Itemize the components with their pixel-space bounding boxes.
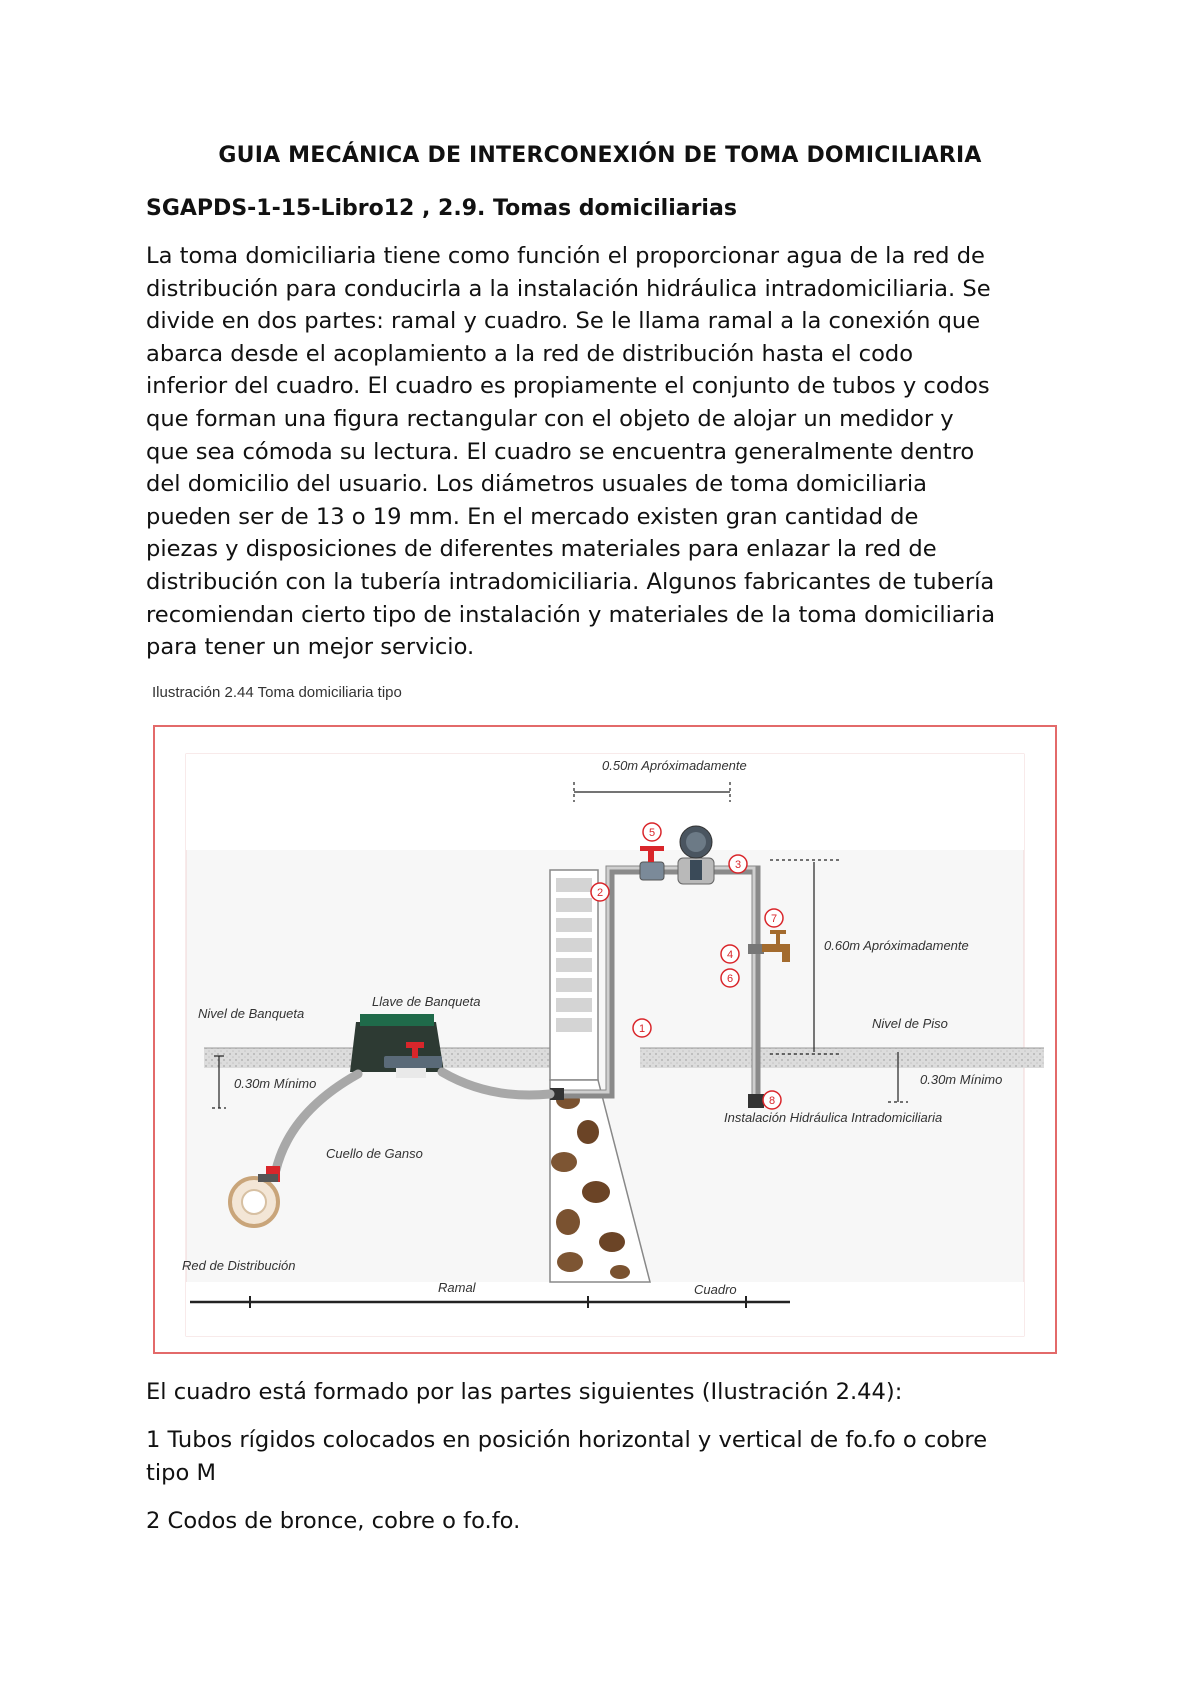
label-llave-banqueta: Llave de Banqueta bbox=[372, 994, 481, 1009]
paragraph-line: abarca desde el acoplamiento a la red de distribución hasta el codo bbox=[146, 340, 914, 367]
label-width-dim: 0.50m Apróximadamente bbox=[602, 758, 747, 773]
parts-intro: El cuadro está formado por las partes siguientes (Ilustración 2.44): bbox=[146, 1379, 903, 1405]
label-instalacion: Instalación Hidráulica Intradomiciliaria bbox=[724, 1110, 943, 1125]
callout-6 bbox=[721, 969, 739, 987]
label-height-dim: 0.60m Apróximadamente bbox=[824, 938, 969, 953]
callout-1-number: 1 bbox=[638, 1023, 646, 1035]
paragraph-line: recomiendan cierto tipo de instalación y materiales de la toma domiciliaria bbox=[146, 601, 996, 628]
figure-caption: Ilustración 2.44 Toma domiciliaria tipo bbox=[152, 684, 402, 701]
label-red: Red de Distribución bbox=[182, 1258, 296, 1273]
callout-7 bbox=[765, 909, 783, 927]
callout-3 bbox=[729, 855, 747, 873]
document-title: GUIA MECÁNICA DE INTERCONEXIÓN DE TOMA DOMICILIARIA bbox=[218, 143, 982, 168]
callout-7-number: 7 bbox=[770, 913, 778, 925]
floor-band bbox=[640, 1048, 1044, 1068]
callout-3-number: 3 bbox=[734, 859, 742, 871]
callout-2-number: 2 bbox=[596, 887, 604, 899]
callout-8 bbox=[763, 1091, 781, 1109]
callout-5 bbox=[643, 823, 661, 841]
label-nivel-piso: Nivel de Piso bbox=[872, 1016, 948, 1031]
part-1-line: 1 Tubos rígidos colocados en posición horizontal y vertical de fo.fo o cobre bbox=[146, 1427, 988, 1453]
paragraph-line: inferior del cuadro. El cuadro es propiamente el conjunto de tubos y codos bbox=[146, 373, 990, 400]
label-cuello: Cuello de Ganso bbox=[326, 1146, 423, 1161]
label-cuadro: Cuadro bbox=[694, 1282, 737, 1297]
part-1-continuation: tipo M bbox=[146, 1460, 216, 1486]
paragraph-line: para tener un mejor servicio. bbox=[146, 634, 475, 661]
callout-5-number: 5 bbox=[648, 827, 656, 839]
paragraph-line: La toma domiciliaria tiene como función el proporcionar agua de la red de bbox=[146, 243, 985, 269]
callout-4 bbox=[721, 945, 739, 963]
paragraph-line: que sea cómoda su lectura. El cuadro se encuentra generalmente dentro bbox=[146, 438, 975, 465]
paragraph-line: piezas y disposiciones de diferentes materiales para enlazar la red de bbox=[146, 536, 937, 563]
callout-1 bbox=[633, 1019, 651, 1037]
callout-8-number: 8 bbox=[768, 1095, 776, 1107]
paragraph-line: del domicilio del usuario. Los diámetros usuales de toma domiciliaria bbox=[146, 471, 927, 498]
toma-domiciliaria-diagram bbox=[150, 722, 1060, 1357]
curb-valve-box bbox=[350, 1014, 444, 1078]
paragraph-line: divide en dos partes: ramal y cuadro. Se le llama ramal a la conexión que bbox=[146, 308, 981, 335]
paragraph-line: pueden ser de 13 o 19 mm. En el mercado existen gran cantidad de bbox=[146, 503, 919, 530]
callout-4-number: 4 bbox=[726, 949, 734, 961]
paragraph-line: distribución para conducirla a la instalación hidráulica intradomiciliaria. Se bbox=[146, 275, 991, 302]
callout-6-number: 6 bbox=[726, 973, 734, 985]
label-min-left: 0.30m Mínimo bbox=[234, 1076, 317, 1091]
callout-2 bbox=[591, 883, 609, 901]
label-min-right: 0.30m Mínimo bbox=[920, 1072, 1003, 1087]
intro-paragraph bbox=[146, 240, 1076, 664]
paragraph-line: distribución con la tubería intradomiciliaria. Algunos fabricantes de tubería bbox=[146, 568, 995, 595]
section-heading: SGAPDS-1-15-Libro12 , 2.9. Tomas domiciliarias bbox=[146, 196, 737, 221]
part-2-line: 2 Codos de bronce, cobre o fo.fo. bbox=[146, 1508, 521, 1534]
label-nivel-banqueta: Nivel de Banqueta bbox=[198, 1006, 305, 1021]
paragraph-line: que forman una figura rectangular con el objeto de alojar un medidor y bbox=[146, 405, 954, 432]
label-ramal: Ramal bbox=[438, 1280, 476, 1295]
